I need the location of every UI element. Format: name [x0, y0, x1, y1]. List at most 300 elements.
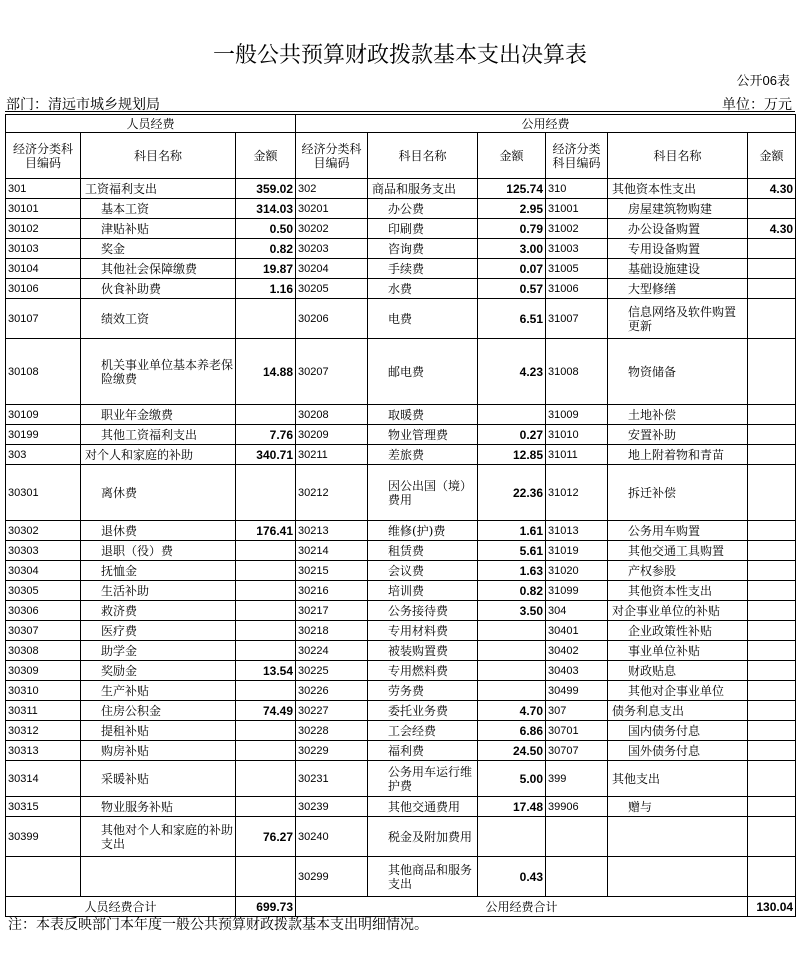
cell-code: 304 — [546, 601, 608, 621]
cell-amount — [236, 797, 296, 817]
cell-name: 债务利息支出 — [608, 701, 748, 721]
cell-code: 30218 — [296, 621, 368, 641]
cell-name: 地上附着物和青苗 — [608, 445, 748, 465]
cell-name: 其他资本性支出 — [608, 581, 748, 601]
cell-amount: 1.16 — [236, 279, 296, 299]
cell-amount — [748, 797, 796, 817]
cell-code: 30302 — [6, 521, 81, 541]
cell-amount: 13.54 — [236, 661, 296, 681]
cell-name: 办公设备购置 — [608, 219, 748, 239]
cell-name: 税金及附加费用 — [368, 817, 478, 857]
public-group-header: 公用经费 — [296, 115, 796, 133]
cell-code: 30239 — [296, 797, 368, 817]
personnel-total-value: 699.73 — [236, 897, 296, 917]
cell-code: 30107 — [6, 299, 81, 339]
public-total-label: 公用经费合计 — [296, 897, 748, 917]
cell-name: 离休费 — [81, 465, 236, 521]
cell-code: 31013 — [546, 521, 608, 541]
cell-name: 安置补助 — [608, 425, 748, 445]
table-row — [6, 797, 796, 817]
cell-amount — [748, 339, 796, 405]
cell-code: 30213 — [296, 521, 368, 541]
cell-amount — [236, 541, 296, 561]
cell-amount — [236, 601, 296, 621]
cell-amount — [236, 561, 296, 581]
cell-code: 30205 — [296, 279, 368, 299]
cell-code: 31099 — [546, 581, 608, 601]
cell-code: 30304 — [6, 561, 81, 581]
cell-amount: 22.36 — [478, 465, 546, 521]
cell-name: 赠与 — [608, 797, 748, 817]
cell-name: 助学金 — [81, 641, 236, 661]
cell-code: 30303 — [6, 541, 81, 561]
table-row — [6, 425, 796, 445]
cell-name: 其他交通工具购置 — [608, 541, 748, 561]
table-row — [6, 239, 796, 259]
cell-name: 产权参股 — [608, 561, 748, 581]
cell-name: 水费 — [368, 279, 478, 299]
cell-amount — [748, 445, 796, 465]
table-row — [6, 541, 796, 561]
cell-name: 提租补贴 — [81, 721, 236, 741]
cell-code: 31001 — [546, 199, 608, 219]
cell-amount — [748, 661, 796, 681]
cell-amount: 176.41 — [236, 521, 296, 541]
cell-code: 30224 — [296, 641, 368, 661]
cell-code — [546, 857, 608, 897]
cell-amount — [748, 761, 796, 797]
cell-amount: 4.30 — [748, 179, 796, 199]
cell-code: 30199 — [6, 425, 81, 445]
cell-code: 30312 — [6, 721, 81, 741]
cell-code: 30301 — [6, 465, 81, 521]
cell-amount: 0.57 — [478, 279, 546, 299]
table-row — [6, 279, 796, 299]
cell-amount — [748, 541, 796, 561]
cell-code: 30204 — [296, 259, 368, 279]
cell-name: 国外债务付息 — [608, 741, 748, 761]
cell-code: 30108 — [6, 339, 81, 405]
cell-name: 专用材料费 — [368, 621, 478, 641]
cell-code: 30313 — [6, 741, 81, 761]
cell-amount: 3.00 — [478, 239, 546, 259]
cell-amount: 76.27 — [236, 817, 296, 857]
header-code: 经济分类科目编码 — [296, 133, 368, 179]
cell-amount — [478, 405, 546, 425]
cell-amount — [478, 817, 546, 857]
cell-amount — [478, 661, 546, 681]
cell-amount — [236, 299, 296, 339]
cell-code: 31011 — [546, 445, 608, 465]
table-row — [6, 581, 796, 601]
cell-name: 咨询费 — [368, 239, 478, 259]
cell-name: 生产补贴 — [81, 681, 236, 701]
cell-code: 30209 — [296, 425, 368, 445]
cell-amount: 2.95 — [478, 199, 546, 219]
cell-name: 土地补偿 — [608, 405, 748, 425]
cell-amount: 17.48 — [478, 797, 546, 817]
cell-amount — [236, 681, 296, 701]
cell-amount — [748, 601, 796, 621]
cell-code: 31010 — [546, 425, 608, 445]
cell-amount — [236, 741, 296, 761]
cell-name: 其他社会保障缴费 — [81, 259, 236, 279]
table-row — [6, 339, 796, 405]
cell-name: 住房公积金 — [81, 701, 236, 721]
cell-code: 31006 — [546, 279, 608, 299]
cell-amount: 19.87 — [236, 259, 296, 279]
cell-code: 31002 — [546, 219, 608, 239]
header-amount: 金额 — [236, 133, 296, 179]
cell-name: 邮电费 — [368, 339, 478, 405]
cell-code: 30102 — [6, 219, 81, 239]
cell-code: 30227 — [296, 701, 368, 721]
table-row — [6, 601, 796, 621]
cell-code: 30229 — [296, 741, 368, 761]
cell-amount: 6.86 — [478, 721, 546, 741]
cell-amount — [748, 741, 796, 761]
cell-name: 奖金 — [81, 239, 236, 259]
cell-amount — [236, 857, 296, 897]
cell-code: 31005 — [546, 259, 608, 279]
cell-amount: 14.88 — [236, 339, 296, 405]
cell-name: 退职（役）费 — [81, 541, 236, 561]
table-row — [6, 561, 796, 581]
cell-name — [608, 857, 748, 897]
cell-code: 30707 — [546, 741, 608, 761]
cell-amount — [748, 561, 796, 581]
cell-code: 302 — [296, 179, 368, 199]
cell-name: 企业政策性补贴 — [608, 621, 748, 641]
cell-code: 30308 — [6, 641, 81, 661]
table-row — [6, 199, 796, 219]
cell-code: 31008 — [546, 339, 608, 405]
table-row — [6, 621, 796, 641]
personnel-total-label: 人员经费合计 — [6, 897, 236, 917]
cell-amount — [236, 581, 296, 601]
cell-amount — [748, 817, 796, 857]
cell-name: 差旅费 — [368, 445, 478, 465]
cell-code: 30109 — [6, 405, 81, 425]
cell-name: 印刷费 — [368, 219, 478, 239]
header-name: 科目名称 — [608, 133, 748, 179]
cell-amount — [478, 621, 546, 641]
cell-code: 30307 — [6, 621, 81, 641]
cell-name: 救济费 — [81, 601, 236, 621]
cell-name: 委托业务费 — [368, 701, 478, 721]
header-name: 科目名称 — [368, 133, 478, 179]
cell-name: 采暖补贴 — [81, 761, 236, 797]
cell-name: 其他资本性支出 — [608, 179, 748, 199]
table-row — [6, 761, 796, 797]
cell-code: 30217 — [296, 601, 368, 621]
header-code: 经济分类科目编码 — [546, 133, 608, 179]
cell-code: 30299 — [296, 857, 368, 897]
cell-name — [608, 817, 748, 857]
cell-name: 维修(护)费 — [368, 521, 478, 541]
cell-code: 31009 — [546, 405, 608, 425]
cell-amount: 12.85 — [478, 445, 546, 465]
cell-code: 30306 — [6, 601, 81, 621]
cell-name: 房屋建筑物购建 — [608, 199, 748, 219]
cell-name: 抚恤金 — [81, 561, 236, 581]
cell-code: 30226 — [296, 681, 368, 701]
cell-amount: 0.43 — [478, 857, 546, 897]
cell-name: 商品和服务支出 — [368, 179, 478, 199]
cell-code: 30402 — [546, 641, 608, 661]
cell-name: 大型修缮 — [608, 279, 748, 299]
cell-code: 31007 — [546, 299, 608, 339]
table-row — [6, 721, 796, 741]
cell-amount — [478, 681, 546, 701]
cell-name: 其他对企事业单位 — [608, 681, 748, 701]
header-code: 经济分类科目编码 — [6, 133, 81, 179]
unit-label: 单位：万元 — [722, 97, 792, 113]
cell-amount: 359.02 — [236, 179, 296, 199]
cell-code: 30201 — [296, 199, 368, 219]
table-row — [6, 179, 796, 199]
cell-amount: 5.00 — [478, 761, 546, 797]
cell-amount — [748, 299, 796, 339]
table-row — [6, 445, 796, 465]
table-code: 公开06表 — [736, 73, 790, 88]
cell-code: 30106 — [6, 279, 81, 299]
cell-code: 30103 — [6, 239, 81, 259]
cell-amount — [748, 641, 796, 661]
cell-name: 基础设施建设 — [608, 259, 748, 279]
cell-name: 财政贴息 — [608, 661, 748, 681]
cell-name: 办公费 — [368, 199, 478, 219]
cell-name: 公务接待费 — [368, 601, 478, 621]
cell-name: 工会经费 — [368, 721, 478, 741]
cell-amount — [748, 581, 796, 601]
cell-code: 31019 — [546, 541, 608, 561]
table-row — [6, 641, 796, 661]
cell-code — [546, 817, 608, 857]
header-name: 科目名称 — [81, 133, 236, 179]
cell-amount — [748, 405, 796, 425]
cell-code: 31012 — [546, 465, 608, 521]
cell-amount: 125.74 — [478, 179, 546, 199]
cell-amount — [748, 621, 796, 641]
cell-name: 物业服务补贴 — [81, 797, 236, 817]
cell-amount — [748, 681, 796, 701]
cell-amount: 4.70 — [478, 701, 546, 721]
cell-name: 奖励金 — [81, 661, 236, 681]
cell-code: 310 — [546, 179, 608, 199]
cell-name: 租赁费 — [368, 541, 478, 561]
cell-name: 伙食补助费 — [81, 279, 236, 299]
cell-amount: 1.61 — [478, 521, 546, 541]
cell-amount: 0.50 — [236, 219, 296, 239]
expenditure-table — [5, 114, 796, 917]
cell-code: 399 — [546, 761, 608, 797]
cell-amount — [236, 465, 296, 521]
cell-code: 30104 — [6, 259, 81, 279]
table-row — [6, 817, 796, 857]
cell-code: 30315 — [6, 797, 81, 817]
table-row — [6, 521, 796, 541]
cell-code: 31003 — [546, 239, 608, 259]
table-row — [6, 259, 796, 279]
cell-amount: 74.49 — [236, 701, 296, 721]
cell-name: 物业管理费 — [368, 425, 478, 445]
table-row — [6, 701, 796, 721]
table-row — [6, 681, 796, 701]
table-row — [6, 465, 796, 521]
cell-name: 其他工资福利支出 — [81, 425, 236, 445]
cell-code: 30231 — [296, 761, 368, 797]
cell-name: 公务用车购置 — [608, 521, 748, 541]
cell-code: 30240 — [296, 817, 368, 857]
cell-code: 30214 — [296, 541, 368, 561]
cell-code: 30207 — [296, 339, 368, 405]
cell-name: 专用设备购置 — [608, 239, 748, 259]
cell-code: 30212 — [296, 465, 368, 521]
cell-amount: 0.27 — [478, 425, 546, 445]
cell-code: 30208 — [296, 405, 368, 425]
cell-amount: 4.30 — [748, 219, 796, 239]
header-rule — [5, 111, 795, 112]
cell-amount: 0.07 — [478, 259, 546, 279]
cell-amount: 0.82 — [236, 239, 296, 259]
cell-amount — [748, 465, 796, 521]
cell-name: 其他支出 — [608, 761, 748, 797]
cell-name: 会议费 — [368, 561, 478, 581]
cell-amount: 4.23 — [478, 339, 546, 405]
cell-code: 30101 — [6, 199, 81, 219]
cell-amount — [748, 721, 796, 741]
cell-name: 对个人和家庭的补助 — [81, 445, 236, 465]
cell-amount — [748, 199, 796, 219]
cell-code: 39906 — [546, 797, 608, 817]
cell-name: 公务用车运行维护费 — [368, 761, 478, 797]
table-row — [6, 857, 796, 897]
header-amount: 金额 — [748, 133, 796, 179]
cell-amount — [236, 621, 296, 641]
cell-code: 30701 — [546, 721, 608, 741]
cell-code: 30401 — [546, 621, 608, 641]
cell-name: 被装购置费 — [368, 641, 478, 661]
cell-name: 对企事业单位的补贴 — [608, 601, 748, 621]
cell-name: 退休费 — [81, 521, 236, 541]
cell-name: 职业年金缴费 — [81, 405, 236, 425]
cell-name: 因公出国（境）费用 — [368, 465, 478, 521]
table-row — [6, 299, 796, 339]
cell-amount — [748, 259, 796, 279]
cell-amount — [748, 279, 796, 299]
cell-name: 其他商品和服务支出 — [368, 857, 478, 897]
report-title: 一般公共预算财政拨款基本支出决算表 — [212, 43, 587, 68]
cell-name: 基本工资 — [81, 199, 236, 219]
cell-name: 事业单位补贴 — [608, 641, 748, 661]
cell-amount: 3.50 — [478, 601, 546, 621]
cell-code: 30202 — [296, 219, 368, 239]
cell-name: 机关事业单位基本养老保险缴费 — [81, 339, 236, 405]
cell-code: 30211 — [296, 445, 368, 465]
cell-name: 绩效工资 — [81, 299, 236, 339]
cell-name: 专用燃料费 — [368, 661, 478, 681]
cell-name: 医疗费 — [81, 621, 236, 641]
cell-code: 30203 — [296, 239, 368, 259]
cell-amount: 0.79 — [478, 219, 546, 239]
cell-amount — [236, 405, 296, 425]
table-row — [6, 661, 796, 681]
cell-amount — [236, 641, 296, 661]
cell-amount — [748, 239, 796, 259]
cell-code: 30310 — [6, 681, 81, 701]
cell-code: 30311 — [6, 701, 81, 721]
cell-code: 30399 — [6, 817, 81, 857]
cell-code: 30216 — [296, 581, 368, 601]
cell-name: 取暖费 — [368, 405, 478, 425]
cell-name — [81, 857, 236, 897]
cell-name: 信息网络及软件购置更新 — [608, 299, 748, 339]
cell-amount — [748, 701, 796, 721]
cell-code: 30403 — [546, 661, 608, 681]
cell-name: 津贴补贴 — [81, 219, 236, 239]
cell-name: 其他对个人和家庭的补助支出 — [81, 817, 236, 857]
cell-amount: 340.71 — [236, 445, 296, 465]
cell-code: 30314 — [6, 761, 81, 797]
cell-amount — [236, 761, 296, 797]
footnote: 注：本表反映部门本年度一般公共预算财政拨款基本支出明细情况。 — [8, 917, 428, 933]
cell-name: 其他交通费用 — [368, 797, 478, 817]
cell-amount: 0.82 — [478, 581, 546, 601]
cell-name: 国内债务付息 — [608, 721, 748, 741]
cell-name: 电费 — [368, 299, 478, 339]
cell-name: 手续费 — [368, 259, 478, 279]
cell-code: 303 — [6, 445, 81, 465]
cell-amount — [748, 857, 796, 897]
table-row — [6, 219, 796, 239]
cell-code: 31020 — [546, 561, 608, 581]
header-amount: 金额 — [478, 133, 546, 179]
cell-amount — [236, 721, 296, 741]
cell-name: 劳务费 — [368, 681, 478, 701]
cell-amount — [748, 425, 796, 445]
cell-amount — [478, 641, 546, 661]
column-header-row — [6, 133, 796, 179]
cell-amount — [748, 521, 796, 541]
cell-name: 拆迁补偿 — [608, 465, 748, 521]
personnel-group-header: 人员经费 — [6, 115, 296, 133]
cell-code: 30206 — [296, 299, 368, 339]
cell-code — [6, 857, 81, 897]
cell-name: 物资储备 — [608, 339, 748, 405]
cell-amount: 24.50 — [478, 741, 546, 761]
cell-name: 工资福利支出 — [81, 179, 236, 199]
cell-name: 福利费 — [368, 741, 478, 761]
department-label: 部门：清远市城乡规划局 — [6, 97, 160, 113]
cell-amount: 7.76 — [236, 425, 296, 445]
cell-name: 生活补助 — [81, 581, 236, 601]
cell-amount: 1.63 — [478, 561, 546, 581]
cell-code: 30225 — [296, 661, 368, 681]
cell-amount: 314.03 — [236, 199, 296, 219]
cell-amount: 5.61 — [478, 541, 546, 561]
cell-code: 30215 — [296, 561, 368, 581]
cell-amount: 6.51 — [478, 299, 546, 339]
cell-code: 30309 — [6, 661, 81, 681]
cell-name: 购房补贴 — [81, 741, 236, 761]
cell-code: 30499 — [546, 681, 608, 701]
table-row — [6, 405, 796, 425]
cell-code: 307 — [546, 701, 608, 721]
cell-code: 301 — [6, 179, 81, 199]
cell-code: 30228 — [296, 721, 368, 741]
table-row — [6, 741, 796, 761]
